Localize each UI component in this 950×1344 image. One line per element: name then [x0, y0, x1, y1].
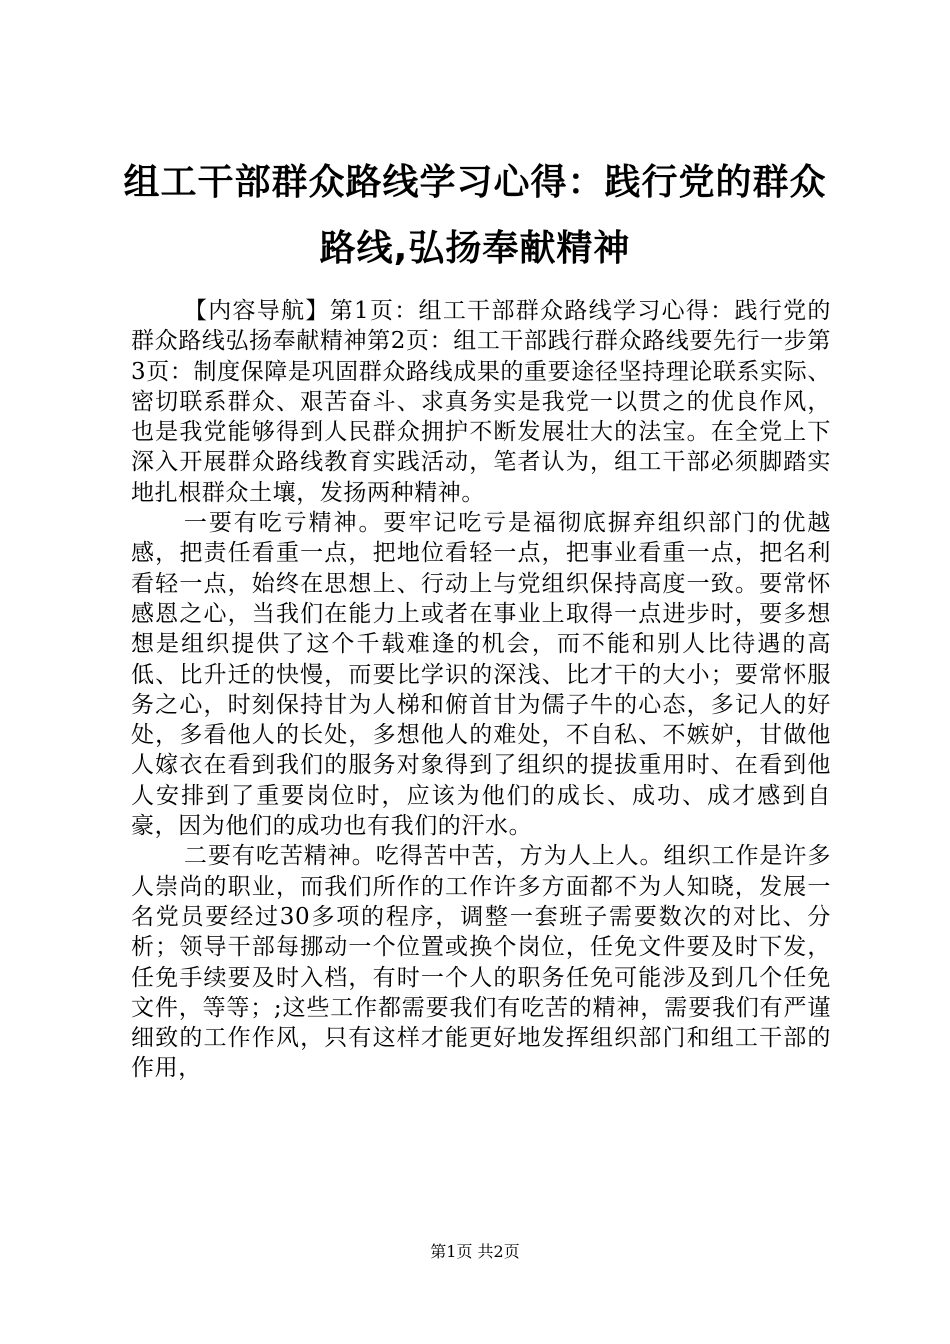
document-body [131, 296, 831, 1084]
page-number-footer: 第1页 共2页 [430, 1242, 520, 1261]
paragraph-spirit-of-hardship: 二要有吃苦精神。吃得苦中苦，方为人上人。组织工作是许多人崇尚的职业，而我们所作的工作许多方面都不为人知晓，发展一名党员要经过30多项的程序，调整一套班子需要数次的对比、分析；领导干部每挪动一个位置或换个岗位，任免文件要及时下发，任免手续要及时入档，有时一个人的职务任免可能涉及到几个任免文件，等等；;这些工作都需要我们有吃苦的精神，需要我们有严谨细致的工作作风，只有这样才能更好地发挥组织部门和组工干部的作用， [131, 843, 831, 1082]
paragraph-spirit-of-sacrifice: 一要有吃亏精神。要牢记吃亏是福彻底摒弃组织部门的优越感，把责任看重一点，把地位看轻一点，把事业看重一点，把名利看轻一点，始终在思想上、行动上与党组织保持高度一致。要常怀感恩之心，当我们在能力上或者在事业上取得一点进步时，要多想想是组织提供了这个千载难逢的机会，而不能和别人比待遇的高低、比升迁的快慢，而要比学识的深浅、比才干的大小；要常怀服务之心，时刻保持甘为人梯和俯首甘为儒子牛的心态，多记人的好处，多看他人的长处，多想他人的难处，不自私、不嫉妒，甘做他人嫁衣在看到我们的服务对象得到了组织的提拔重用时、在看到他人安排到了重要岗位时，应该为他们的成长、成功、成才感到自豪，因为他们的成功也有我们的汗水。 [131, 510, 831, 840]
document-title: 组工干部群众路线学习心得：践行党的群众路线,弘扬奉献精神 [123, 162, 827, 269]
paragraph-content-navigation: 【内容导航】第1页：组工干部群众路线学习心得：践行党的群众路线弘扬奉献精神第2页：组工干部践行群众路线要先行一步第3页：制度保障是巩固群众路线成果的重要途径坚持理论联系实际、密切联系群众、艰苦奋斗、求真务实是我党一以贯之的优良作风，也是我党能够得到人民群众拥护不断发展壮大的法宝。在全党上下深入开展群众路线教育实践活动，笔者认为，组工干部必须脚踏实地扎根群众土壤，发扬两种精神。 [131, 298, 831, 506]
